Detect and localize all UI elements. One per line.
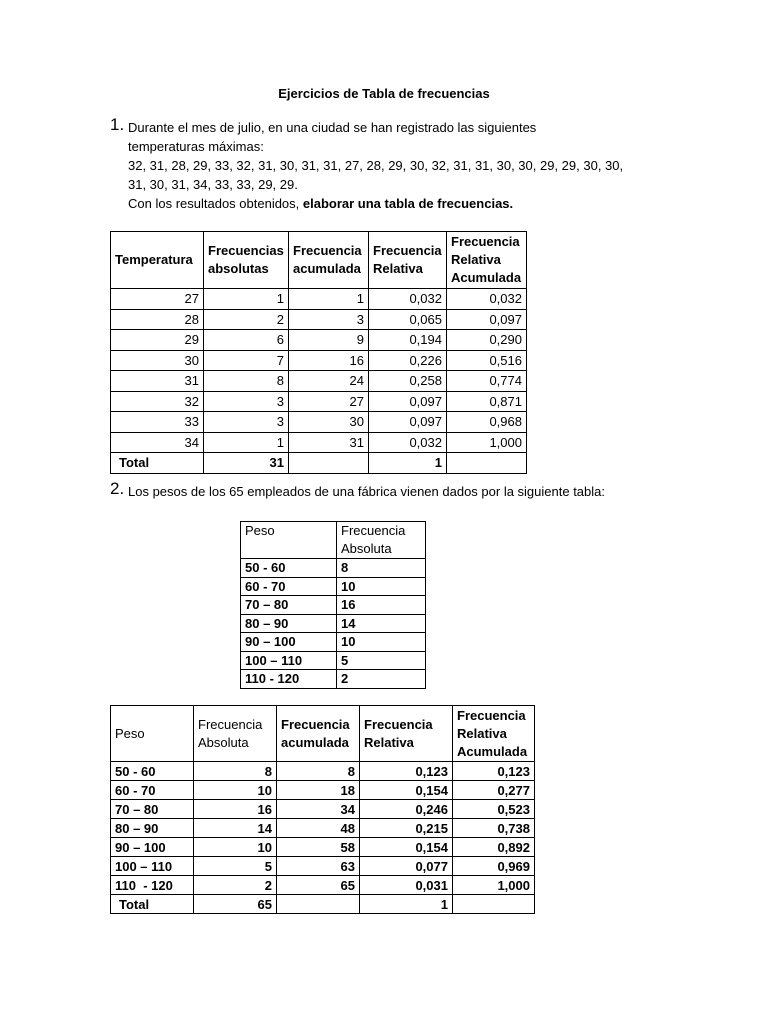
- table-cell: [453, 895, 535, 914]
- instruction-text: Con los resultados obtenidos,: [128, 196, 303, 211]
- table-cell: 80 – 90: [241, 614, 337, 633]
- header-text: Frecuencia Relativa: [364, 716, 433, 750]
- weight-frequency-solution-table: [110, 705, 535, 914]
- table3-header-cell: [194, 706, 277, 762]
- total-label: Total: [111, 453, 204, 474]
- table-cell: 1: [369, 453, 447, 474]
- table-cell: 0,738: [453, 819, 535, 838]
- table-cell: 24: [289, 371, 369, 392]
- table-cell: 0,154: [360, 838, 453, 857]
- table-cell: 7: [204, 350, 289, 371]
- table-row: [241, 559, 426, 578]
- table-cell: 2: [204, 309, 289, 330]
- table-cell: 31: [111, 371, 204, 392]
- table-cell: 60 - 70: [241, 577, 337, 596]
- table-cell: 0,290: [447, 330, 527, 351]
- table-cell: 1,000: [447, 432, 527, 453]
- table-cell: 110 - 120: [241, 670, 337, 689]
- header-text: Frecuencia Absoluta: [198, 716, 263, 750]
- table-cell: 16: [337, 596, 426, 615]
- table-cell: [289, 453, 369, 474]
- table-row: [111, 800, 535, 819]
- table-cell: 65: [277, 876, 360, 895]
- table-cell: 8: [277, 762, 360, 781]
- table-cell: 14: [337, 614, 426, 633]
- table-cell: 34: [277, 800, 360, 819]
- table-cell: 0,194: [369, 330, 447, 351]
- header-text: Frecuencia Absoluta: [341, 523, 406, 556]
- table-row: [241, 670, 426, 689]
- table-cell: 48: [277, 819, 360, 838]
- table-cell: 8: [337, 559, 426, 578]
- table-cell: 31: [204, 453, 289, 474]
- exercise-2-number: 2.: [110, 479, 125, 498]
- table-cell: 34: [111, 432, 204, 453]
- table-cell: 65: [194, 895, 277, 914]
- table-cell: 10: [337, 577, 426, 596]
- table-cell: [447, 453, 527, 474]
- header-text: Frecuencia Relativa: [373, 243, 442, 276]
- table-cell: 3: [204, 391, 289, 412]
- table-cell: 63: [277, 857, 360, 876]
- header-text: Frecuencia acumulada: [293, 243, 362, 276]
- exercise-1: [110, 115, 710, 213]
- table-cell: 0,892: [453, 838, 535, 857]
- table-row: [241, 651, 426, 670]
- table-total-row: [111, 895, 535, 914]
- table-cell: 0,258: [369, 371, 447, 392]
- exercise-1-data-line-2: 31, 30, 31, 34, 33, 33, 29, 29.: [128, 177, 298, 192]
- table3-header-cell: [453, 706, 535, 762]
- table1-header-cell: [204, 232, 289, 289]
- exercise-1-number: 1.: [110, 115, 125, 134]
- table-row: [111, 309, 527, 330]
- table-cell: 3: [204, 412, 289, 433]
- table2-header-cell: [337, 522, 426, 559]
- table-cell: 10: [194, 838, 277, 857]
- table-cell: 0,065: [369, 309, 447, 330]
- table-row: [111, 391, 527, 412]
- table-cell: 14: [194, 819, 277, 838]
- table1-header-cell: Temperatura: [111, 232, 204, 289]
- table-cell: 5: [337, 651, 426, 670]
- temperature-frequency-table: [110, 231, 527, 474]
- table-cell: 27: [289, 391, 369, 412]
- table-cell: 90 – 100: [241, 633, 337, 652]
- table-row: [241, 614, 426, 633]
- table-cell: 0,215: [360, 819, 453, 838]
- table-cell: 50 - 60: [241, 559, 337, 578]
- table-cell: 100 – 110: [111, 857, 194, 876]
- table-cell: 32: [111, 391, 204, 412]
- table-cell: 58: [277, 838, 360, 857]
- table-cell: 100 – 110: [241, 651, 337, 670]
- table-row: [111, 289, 527, 310]
- page-title: Ejercicios de Tabla de frecuencias: [278, 86, 490, 101]
- table-cell: 28: [111, 309, 204, 330]
- instruction-bold-text: elaborar una tabla de frecuencias.: [302, 196, 514, 211]
- table3-header-cell: Peso: [111, 706, 194, 762]
- table-cell: 0,968: [447, 412, 527, 433]
- table-row: [111, 838, 535, 857]
- table-cell: 0,032: [369, 432, 447, 453]
- table-cell: 30: [111, 350, 204, 371]
- table-cell: 10: [194, 781, 277, 800]
- exercise-1-instruction: [128, 194, 710, 213]
- table-cell: 16: [289, 350, 369, 371]
- table-row: [111, 762, 535, 781]
- table-cell: 0,774: [447, 371, 527, 392]
- table-cell: 0,097: [447, 309, 527, 330]
- weight-frequency-table: [240, 521, 426, 689]
- table-cell: 0,123: [453, 762, 535, 781]
- table-cell: 29: [111, 330, 204, 351]
- table-cell: 0,032: [447, 289, 527, 310]
- table-cell: 60 - 70: [111, 781, 194, 800]
- table-cell: 80 – 90: [111, 819, 194, 838]
- header-text: Frecuencia acumulada: [281, 716, 350, 750]
- table2-header-cell: Peso: [241, 522, 337, 559]
- table-cell: 1: [289, 289, 369, 310]
- header-text: Frecuencia Relativa Acumulada: [457, 707, 528, 759]
- table-cell: 3: [289, 309, 369, 330]
- table-cell: 0,969: [453, 857, 535, 876]
- table-row: [111, 432, 527, 453]
- table-cell: 10: [337, 633, 426, 652]
- table-row: [241, 577, 426, 596]
- table-cell: 50 - 60: [111, 762, 194, 781]
- table3-header-cell: [277, 706, 360, 762]
- table-cell: 110 - 120: [111, 876, 194, 895]
- table-cell: 0,154: [360, 781, 453, 800]
- header-text: Frecuencia Relativa Acumulada: [451, 234, 522, 285]
- header-text: Frecuencias absolutas: [208, 243, 284, 276]
- table3-header-cell: [360, 706, 453, 762]
- table-cell: 0,123: [360, 762, 453, 781]
- table-row: [111, 781, 535, 800]
- table-cell: 0,097: [369, 412, 447, 433]
- table-row: [241, 596, 426, 615]
- table1-header-cell: [447, 232, 527, 289]
- table-cell: 16: [194, 800, 277, 819]
- table-row: [111, 876, 535, 895]
- table-cell: 30: [289, 412, 369, 433]
- table-row: [111, 857, 535, 876]
- table-cell: 9: [289, 330, 369, 351]
- table-cell: 8: [204, 371, 289, 392]
- table-cell: 0,097: [369, 391, 447, 412]
- table-cell: [277, 895, 360, 914]
- table-cell: 31: [289, 432, 369, 453]
- table-cell: 1,000: [453, 876, 535, 895]
- table-cell: 70 – 80: [111, 800, 194, 819]
- table-row: [111, 330, 527, 351]
- table-cell: 27: [111, 289, 204, 310]
- table-cell: 0,516: [447, 350, 527, 371]
- table-cell: 0,031: [360, 876, 453, 895]
- table-cell: 8: [194, 762, 277, 781]
- table-cell: 18: [277, 781, 360, 800]
- table1-header-cell: [289, 232, 369, 289]
- table-cell: 2: [194, 876, 277, 895]
- table-cell: 1: [360, 895, 453, 914]
- table-cell: 2: [337, 670, 426, 689]
- table-row: [111, 819, 535, 838]
- table-row: [111, 412, 527, 433]
- table-cell: 0,032: [369, 289, 447, 310]
- table-cell: 0,277: [453, 781, 535, 800]
- table-cell: 33: [111, 412, 204, 433]
- exercise-1-data-line-1: 32, 31, 28, 29, 33, 32, 31, 30, 31, 31, 27, 28, 29, 30, 32, 31, 31, 30, 30, 29, 29, 30, 30,: [128, 158, 624, 173]
- exercise-2-line-1: Los pesos de los 65 empleados de una fábrica vienen dados por la siguiente tabla:: [128, 484, 605, 499]
- exercise-1-line-1: Durante el mes de julio, en una ciudad se han registrado las siguientes: [128, 120, 537, 135]
- exercise-1-line-2: temperaturas máximas:: [128, 139, 264, 154]
- table-total-row: [111, 453, 527, 474]
- table-cell: 0,077: [360, 857, 453, 876]
- table-cell: 1: [204, 432, 289, 453]
- table-cell: 6: [204, 330, 289, 351]
- table-cell: 0,523: [453, 800, 535, 819]
- table-cell: 0,871: [447, 391, 527, 412]
- table-row: [241, 633, 426, 652]
- exercise-2: [110, 479, 710, 501]
- table-cell: 90 – 100: [111, 838, 194, 857]
- table-row: [111, 350, 527, 371]
- table-cell: 0,226: [369, 350, 447, 371]
- table-cell: 1: [204, 289, 289, 310]
- table-cell: 70 – 80: [241, 596, 337, 615]
- table-row: [111, 371, 527, 392]
- table-cell: 5: [194, 857, 277, 876]
- table-cell: 0,246: [360, 800, 453, 819]
- table1-header-cell: [369, 232, 447, 289]
- total-label: Total: [111, 895, 194, 914]
